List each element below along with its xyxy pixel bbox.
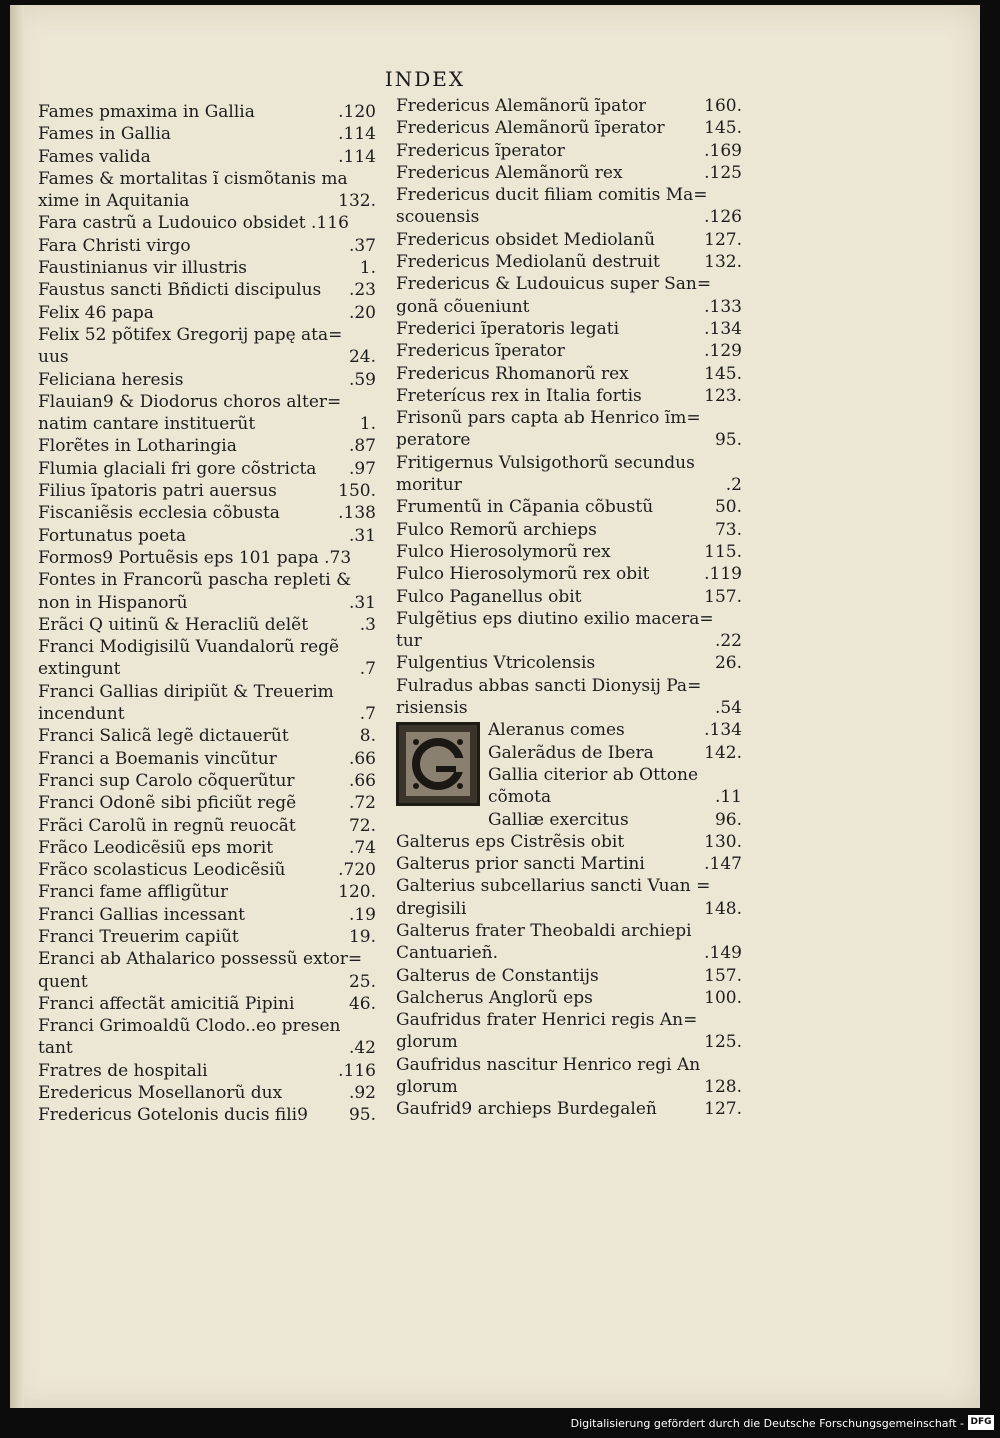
index-entry-page: .23 xyxy=(348,280,376,301)
index-entry-term: Gaufrid9 archieps Burdegaleñ xyxy=(396,1099,657,1120)
index-entry-term: Fredericus ducit filiam comitis Ma= xyxy=(396,185,708,206)
index-entry xyxy=(38,123,376,145)
index-entry xyxy=(396,452,742,474)
index-entry-term: Flauian9 & Diodorus choros alter= xyxy=(38,391,342,412)
index-entry xyxy=(38,279,376,301)
index-entry xyxy=(38,859,376,881)
index-entry-page: .92 xyxy=(348,1083,376,1104)
index-entry-page: .37 xyxy=(348,235,376,256)
index-entry xyxy=(396,184,742,206)
index-entry-term: Fames & mortalitas ĩ cismõtanis ma xyxy=(38,168,348,189)
index-entry-page: 128. xyxy=(704,1077,742,1098)
index-entry-term: Galterus frater Theobaldi archiepi xyxy=(396,920,692,941)
index-entry-page: .19 xyxy=(348,904,376,925)
index-entry-page: 142. xyxy=(704,742,742,763)
index-entry xyxy=(396,318,742,340)
index-entry xyxy=(396,206,742,228)
index-entry-page: .11 xyxy=(714,787,742,808)
index-entry xyxy=(38,369,376,391)
index-entry xyxy=(38,1060,376,1082)
index-entry xyxy=(38,480,376,502)
index-entry-term: risiensis xyxy=(396,698,468,719)
index-entry-page: 46. xyxy=(348,993,376,1014)
index-entry xyxy=(38,1082,376,1104)
index-entry-term: Franci Grimoaldũ Clodo..eo presen xyxy=(38,1016,341,1037)
index-entry-page: 1. xyxy=(359,258,376,279)
index-entry-term: uus xyxy=(38,347,69,368)
index-entry-term: Gallia citerior ab Ottone xyxy=(488,764,699,785)
index-entry-page: .147 xyxy=(704,854,742,875)
index-entry-term: xime in Aquitania xyxy=(38,191,190,212)
initial-entries-list xyxy=(488,719,742,830)
index-entry-page: .134 xyxy=(704,318,742,339)
index-entry xyxy=(396,875,742,897)
index-entry-page: .7 xyxy=(359,704,376,725)
index-entry-term: Fulco Hierosolymorũ rex obit xyxy=(396,564,650,585)
index-entry xyxy=(396,563,742,585)
index-entry-term: Fredericus & Ludouicus super San= xyxy=(396,274,712,295)
index-entry xyxy=(38,502,376,524)
index-entry-term: Fritigernus Vulsigothorũ secundus xyxy=(396,452,695,473)
index-entry xyxy=(396,1098,742,1120)
index-entry xyxy=(38,993,376,1015)
index-entry xyxy=(38,257,376,279)
index-entry-page: 157. xyxy=(704,586,742,607)
index-entry-term: Fulgentius Vtricolensis xyxy=(396,653,596,674)
index-entry-term: Flumia glaciali fri gore cõstricta xyxy=(38,458,317,479)
index-entry-page: .133 xyxy=(704,296,742,317)
index-entry-term: Galterus prior sancti Martini xyxy=(396,854,645,875)
index-column-right-bottom xyxy=(396,831,742,1121)
index-entry-page: .31 xyxy=(348,525,376,546)
index-entry-term: Fredericus ĩperator xyxy=(396,341,565,362)
index-entry-term: Eredericus Mosellanorũ dux xyxy=(38,1083,283,1104)
index-entry-term: Franci Salicã legẽ dictauerũt xyxy=(38,726,289,747)
index-entry-term: Galerãdus de Ibera xyxy=(488,742,654,763)
index-column-right xyxy=(396,95,742,1121)
index-entry-term: Galliæ exercitus xyxy=(488,809,629,830)
index-entry xyxy=(396,474,742,496)
index-entry xyxy=(396,541,742,563)
index-entry xyxy=(396,586,742,608)
index-entry-term: Cantuarieñ. xyxy=(396,943,498,964)
index-entry-page: 160. xyxy=(704,96,742,116)
index-entry-term: incendunt xyxy=(38,704,125,725)
index-entry-page: .31 xyxy=(348,592,376,613)
index-entry-page: 72. xyxy=(348,815,376,836)
index-entry xyxy=(488,719,742,741)
index-entry-page: .2 xyxy=(725,475,742,496)
index-entry xyxy=(396,95,742,117)
index-entry-page: 145. xyxy=(704,118,742,139)
index-entry xyxy=(38,168,376,190)
index-entry-term: gonã cõueniunt xyxy=(396,296,530,317)
index-entry-page: 95. xyxy=(714,430,742,451)
index-entry xyxy=(38,391,376,413)
index-entry-page: .119 xyxy=(704,564,742,585)
index-entry-page: 96. xyxy=(714,809,742,830)
index-entry xyxy=(38,1104,376,1126)
index-entry-page: 115. xyxy=(704,541,742,562)
index-entry-term: glorum xyxy=(396,1032,458,1053)
index-entry xyxy=(488,809,742,831)
index-entry-term: Franci a Boemanis vincũtur xyxy=(38,748,277,769)
index-entry-term: Fredericus Alemãnorũ rex xyxy=(396,162,623,183)
index-entry-term: Fiscaniẽsis ecclesia cõbusta xyxy=(38,503,280,524)
index-entry-term: Gaufridus nascitur Henrico regi An xyxy=(396,1054,701,1075)
index-entry-page: 123. xyxy=(704,385,742,406)
index-entry-term: Erãci Q uitinũ & Heracliũ delẽt xyxy=(38,614,309,635)
index-entry-term: Feliciana heresis xyxy=(38,369,184,390)
index-entry xyxy=(38,815,376,837)
index-entry-term: Fredericus Alemãnorũ ĩpator xyxy=(396,96,647,116)
index-entry-term: Franci Gallias diripiũt & Treuerim xyxy=(38,681,334,702)
index-entry xyxy=(396,162,742,184)
index-entry xyxy=(396,675,742,697)
index-entry xyxy=(38,792,376,814)
index-entry xyxy=(396,340,742,362)
index-entry-page: .54 xyxy=(714,698,742,719)
index-entry xyxy=(396,140,742,162)
book-page xyxy=(10,5,980,1408)
index-entry xyxy=(38,435,376,457)
index-entry xyxy=(38,837,376,859)
index-entry-page: 148. xyxy=(704,898,742,919)
index-entry-term: Fulradus abbas sancti Dionysij Pa= xyxy=(396,675,702,696)
index-entry xyxy=(38,948,376,970)
index-entry-page: .87 xyxy=(348,436,376,457)
index-entry-page: 120. xyxy=(338,882,376,903)
index-entry xyxy=(38,770,376,792)
index-entry xyxy=(396,407,742,429)
index-entry-term: Frisonũ pars capta ab Henrico ĩm= xyxy=(396,408,701,429)
index-entry xyxy=(38,458,376,480)
index-entry-term: Fara Christi virgo xyxy=(38,235,191,256)
index-entry xyxy=(396,1009,742,1031)
index-entry-term: Faustinianus vir illustris xyxy=(38,258,247,279)
index-entry-term: Franci Treuerim capiũt xyxy=(38,926,239,947)
initial-ornament-icon xyxy=(402,728,474,800)
index-entry-page: .22 xyxy=(714,631,742,652)
index-entry-term: Gaufridus frater Henrici regis An= xyxy=(396,1010,698,1031)
index-entry-page: 125. xyxy=(704,1032,742,1053)
index-entry-page: 127. xyxy=(704,1099,742,1120)
index-entry-term: extingunt xyxy=(38,659,121,680)
index-entry-term: Fratres de hospitali xyxy=(38,1060,208,1081)
index-entry-page: .3 xyxy=(359,614,376,635)
index-entry-term: Fulgẽtius eps diutino exilio macera= xyxy=(396,608,714,629)
index-entry xyxy=(38,904,376,926)
index-entry-term: Felix 52 põtifex Gregorij papę ata= xyxy=(38,324,343,345)
index-entry xyxy=(38,525,376,547)
index-entry-term: Fontes in Francorũ pascha repleti & xyxy=(38,570,352,591)
index-entry xyxy=(396,608,742,630)
index-entry xyxy=(488,742,742,764)
index-entry-term: Franci Modigisilũ Vuandalorũ regẽ xyxy=(38,637,340,658)
index-entry xyxy=(38,235,376,257)
index-entry-page: .66 xyxy=(348,748,376,769)
index-entry-term: Florẽtes in Lotharingia xyxy=(38,436,237,457)
index-entry xyxy=(38,146,376,168)
index-entry-page: .97 xyxy=(348,458,376,479)
index-entry-term: Fames in Gallia xyxy=(38,124,172,145)
index-entry-page: 25. xyxy=(348,971,376,992)
index-entry-page: 8. xyxy=(359,726,376,747)
index-entry xyxy=(396,987,742,1009)
index-entry-term: Aleranus comes xyxy=(488,720,625,741)
index-entry xyxy=(38,101,376,123)
index-entry xyxy=(38,324,376,346)
index-entry-term: Frãco scolasticus Leodicẽsiũ xyxy=(38,860,286,881)
index-entry xyxy=(396,853,742,875)
index-entry-term: Franci Odonẽ sibi pficiũt regẽ xyxy=(38,793,297,814)
index-entry-term: Freterícus rex in Italia fortis xyxy=(396,385,642,406)
index-entry-term: Fulco Paganellus obit xyxy=(396,586,582,607)
index-entry-page: .169 xyxy=(704,140,742,161)
index-entry-term: quent xyxy=(38,971,88,992)
index-entry-term: Faustus sancti Bñdicti discipulus xyxy=(38,280,322,301)
index-entry xyxy=(396,831,742,853)
index-entry-term: Fredericus ĩperator xyxy=(396,140,565,161)
index-entry-page: .138 xyxy=(338,503,376,524)
index-entry xyxy=(396,965,742,987)
index-entry xyxy=(38,636,376,658)
index-column-left xyxy=(38,101,376,1127)
index-entry xyxy=(396,630,742,652)
index-entry xyxy=(396,1076,742,1098)
index-entry-term: Galterius subcellarius sancti Vuan = xyxy=(396,876,711,897)
dfg-logo: DFG xyxy=(968,1415,994,1430)
index-entry-page: .134 xyxy=(704,720,742,741)
index-entry-term: Franci affectãt amicitiã Pipini xyxy=(38,993,295,1014)
index-entry-term: dregisili xyxy=(396,898,467,919)
index-entry-term: Eranci ab Athalarico possessũ extor= xyxy=(38,949,363,970)
index-column-right-top xyxy=(396,95,742,719)
index-entry xyxy=(38,614,376,636)
index-entry-page: .7 xyxy=(359,659,376,680)
index-entry-term: Frãci Carolũ in regnũ reuocãt xyxy=(38,815,296,836)
index-entry-term: Galterus eps Cistrẽsis obit xyxy=(396,831,625,852)
index-entry-term: Fredericus Mediolanũ destruit xyxy=(396,252,660,273)
index-entry-page: 19. xyxy=(348,926,376,947)
index-entry-page: 95. xyxy=(348,1105,376,1126)
page-gutter-edge xyxy=(10,5,24,1408)
index-entry-term: Fulco Hierosolymorũ rex xyxy=(396,541,611,562)
index-entry-page: 150. xyxy=(338,481,376,502)
index-entry xyxy=(488,786,742,808)
index-entry-page: .74 xyxy=(348,837,376,858)
index-entry xyxy=(38,346,376,368)
index-entry-term: peratore xyxy=(396,430,471,451)
index-entry-page: 1. xyxy=(359,414,376,435)
index-entry xyxy=(38,926,376,948)
index-entry-term: Fredericus Gotelonis ducis fili9 xyxy=(38,1105,308,1126)
index-entry xyxy=(38,547,376,569)
index-entry-page: 24. xyxy=(348,347,376,368)
index-entry xyxy=(396,652,742,674)
index-entry-page: .59 xyxy=(348,369,376,390)
index-entry-page: .66 xyxy=(348,770,376,791)
index-entry xyxy=(38,681,376,703)
index-entry xyxy=(396,385,742,407)
index-entry-page: .20 xyxy=(348,302,376,323)
index-entry xyxy=(396,429,742,451)
index-entry-page: .120 xyxy=(338,102,376,122)
index-entry xyxy=(396,697,742,719)
page-header-title: INDEX xyxy=(384,67,466,91)
index-entry-term: tant xyxy=(38,1038,73,1059)
index-entry xyxy=(38,592,376,614)
index-entry xyxy=(38,569,376,591)
index-entry-page: .72 xyxy=(348,793,376,814)
index-entry xyxy=(38,703,376,725)
index-entry xyxy=(38,1037,376,1059)
index-entry-page: .125 xyxy=(704,162,742,183)
index-entry-term: Fara castrũ a Ludouico obsidet .116 xyxy=(38,213,349,234)
index-entry-term: Galterus de Constantijs xyxy=(396,965,599,986)
index-entry-page: 145. xyxy=(704,363,742,384)
index-entry xyxy=(396,251,742,273)
index-entry-term: Frãco Leodicẽsiũ eps morit xyxy=(38,837,274,858)
index-entry xyxy=(38,302,376,324)
index-entry-term: Fredericus obsidet Mediolanũ xyxy=(396,229,656,250)
index-entry xyxy=(396,1031,742,1053)
index-entry xyxy=(38,881,376,903)
index-entry xyxy=(396,363,742,385)
index-entry-page: 132. xyxy=(338,191,376,212)
index-entry-term: Formos9 Portuẽsis eps 101 papa .73 xyxy=(38,547,352,568)
index-entry-page: 157. xyxy=(704,965,742,986)
index-entry xyxy=(38,658,376,680)
index-entry-page: 100. xyxy=(704,987,742,1008)
index-entry xyxy=(396,1054,742,1076)
index-entry-term: Fortunatus poeta xyxy=(38,525,187,546)
index-entry-term: Filius ĩpatoris patri auersus xyxy=(38,481,277,502)
index-entry xyxy=(396,273,742,295)
index-entry-term: Fames valida xyxy=(38,146,151,167)
index-entry-term: tur xyxy=(396,631,422,652)
index-entry-page: .114 xyxy=(338,146,376,167)
digitization-credit: Digitalisierung gefördert durch die Deutsche Forschungsgemeinschaft - xyxy=(570,1417,964,1430)
decorated-initial-g-icon xyxy=(396,722,480,806)
index-entry xyxy=(396,496,742,518)
index-entry xyxy=(38,725,376,747)
index-entry-term: Fames pmaxima in Gallia xyxy=(38,102,255,122)
index-entry-term: cõmota xyxy=(488,787,552,808)
index-entry-page: .149 xyxy=(704,943,742,964)
index-entry-term: Fredericus Alemãnorũ ĩperator xyxy=(396,118,665,139)
index-entry-term: Franci sup Carolo cõquerũtur xyxy=(38,770,295,791)
index-entry xyxy=(396,920,742,942)
index-entry xyxy=(396,117,742,139)
index-entry-page: .129 xyxy=(704,341,742,362)
index-entry-page: 50. xyxy=(714,497,742,518)
index-entry-term: non in Hispanorũ xyxy=(38,592,188,613)
index-entry xyxy=(38,212,376,234)
index-entry-page: .720 xyxy=(338,860,376,881)
index-entry xyxy=(396,898,742,920)
index-entry-page: 26. xyxy=(714,653,742,674)
index-entry xyxy=(38,748,376,770)
index-entry-page: .42 xyxy=(348,1038,376,1059)
index-entry-term: glorum xyxy=(396,1077,458,1098)
index-entry-page: 130. xyxy=(704,831,742,852)
index-entry-term: Franci fame affligũtur xyxy=(38,882,229,903)
index-entry-page: .116 xyxy=(338,1060,376,1081)
index-entry-term: Felix 46 papa xyxy=(38,302,154,323)
initial-letter-block xyxy=(396,719,742,830)
index-entry-term: scouensis xyxy=(396,207,480,228)
index-entry xyxy=(396,229,742,251)
index-entry-page: .114 xyxy=(338,124,376,145)
index-entry xyxy=(396,519,742,541)
index-entry xyxy=(396,296,742,318)
index-entry-term: Galcherus Anglorũ eps xyxy=(396,987,593,1008)
index-entry xyxy=(38,971,376,993)
index-entry-term: Fredericus Rhomanorũ rex xyxy=(396,363,629,384)
index-entry xyxy=(488,764,742,786)
index-entry xyxy=(396,942,742,964)
index-entry-term: moritur xyxy=(396,475,462,496)
index-entry-page: 127. xyxy=(704,229,742,250)
index-entry-page: 73. xyxy=(714,519,742,540)
index-entry-term: Franci Gallias incessant xyxy=(38,904,245,925)
index-entry xyxy=(38,190,376,212)
index-entry-page: .126 xyxy=(704,207,742,228)
index-entry xyxy=(38,1015,376,1037)
index-entry-term: natim cantare instituerũt xyxy=(38,414,256,435)
index-entry-term: Frumentũ in Cãpania cõbustũ xyxy=(396,497,654,518)
index-entry-term: Frederici ĩperatoris legati xyxy=(396,318,620,339)
index-entry-term: Fulco Remorũ archieps xyxy=(396,519,597,540)
index-entry-page: 132. xyxy=(704,252,742,273)
index-entry xyxy=(38,413,376,435)
